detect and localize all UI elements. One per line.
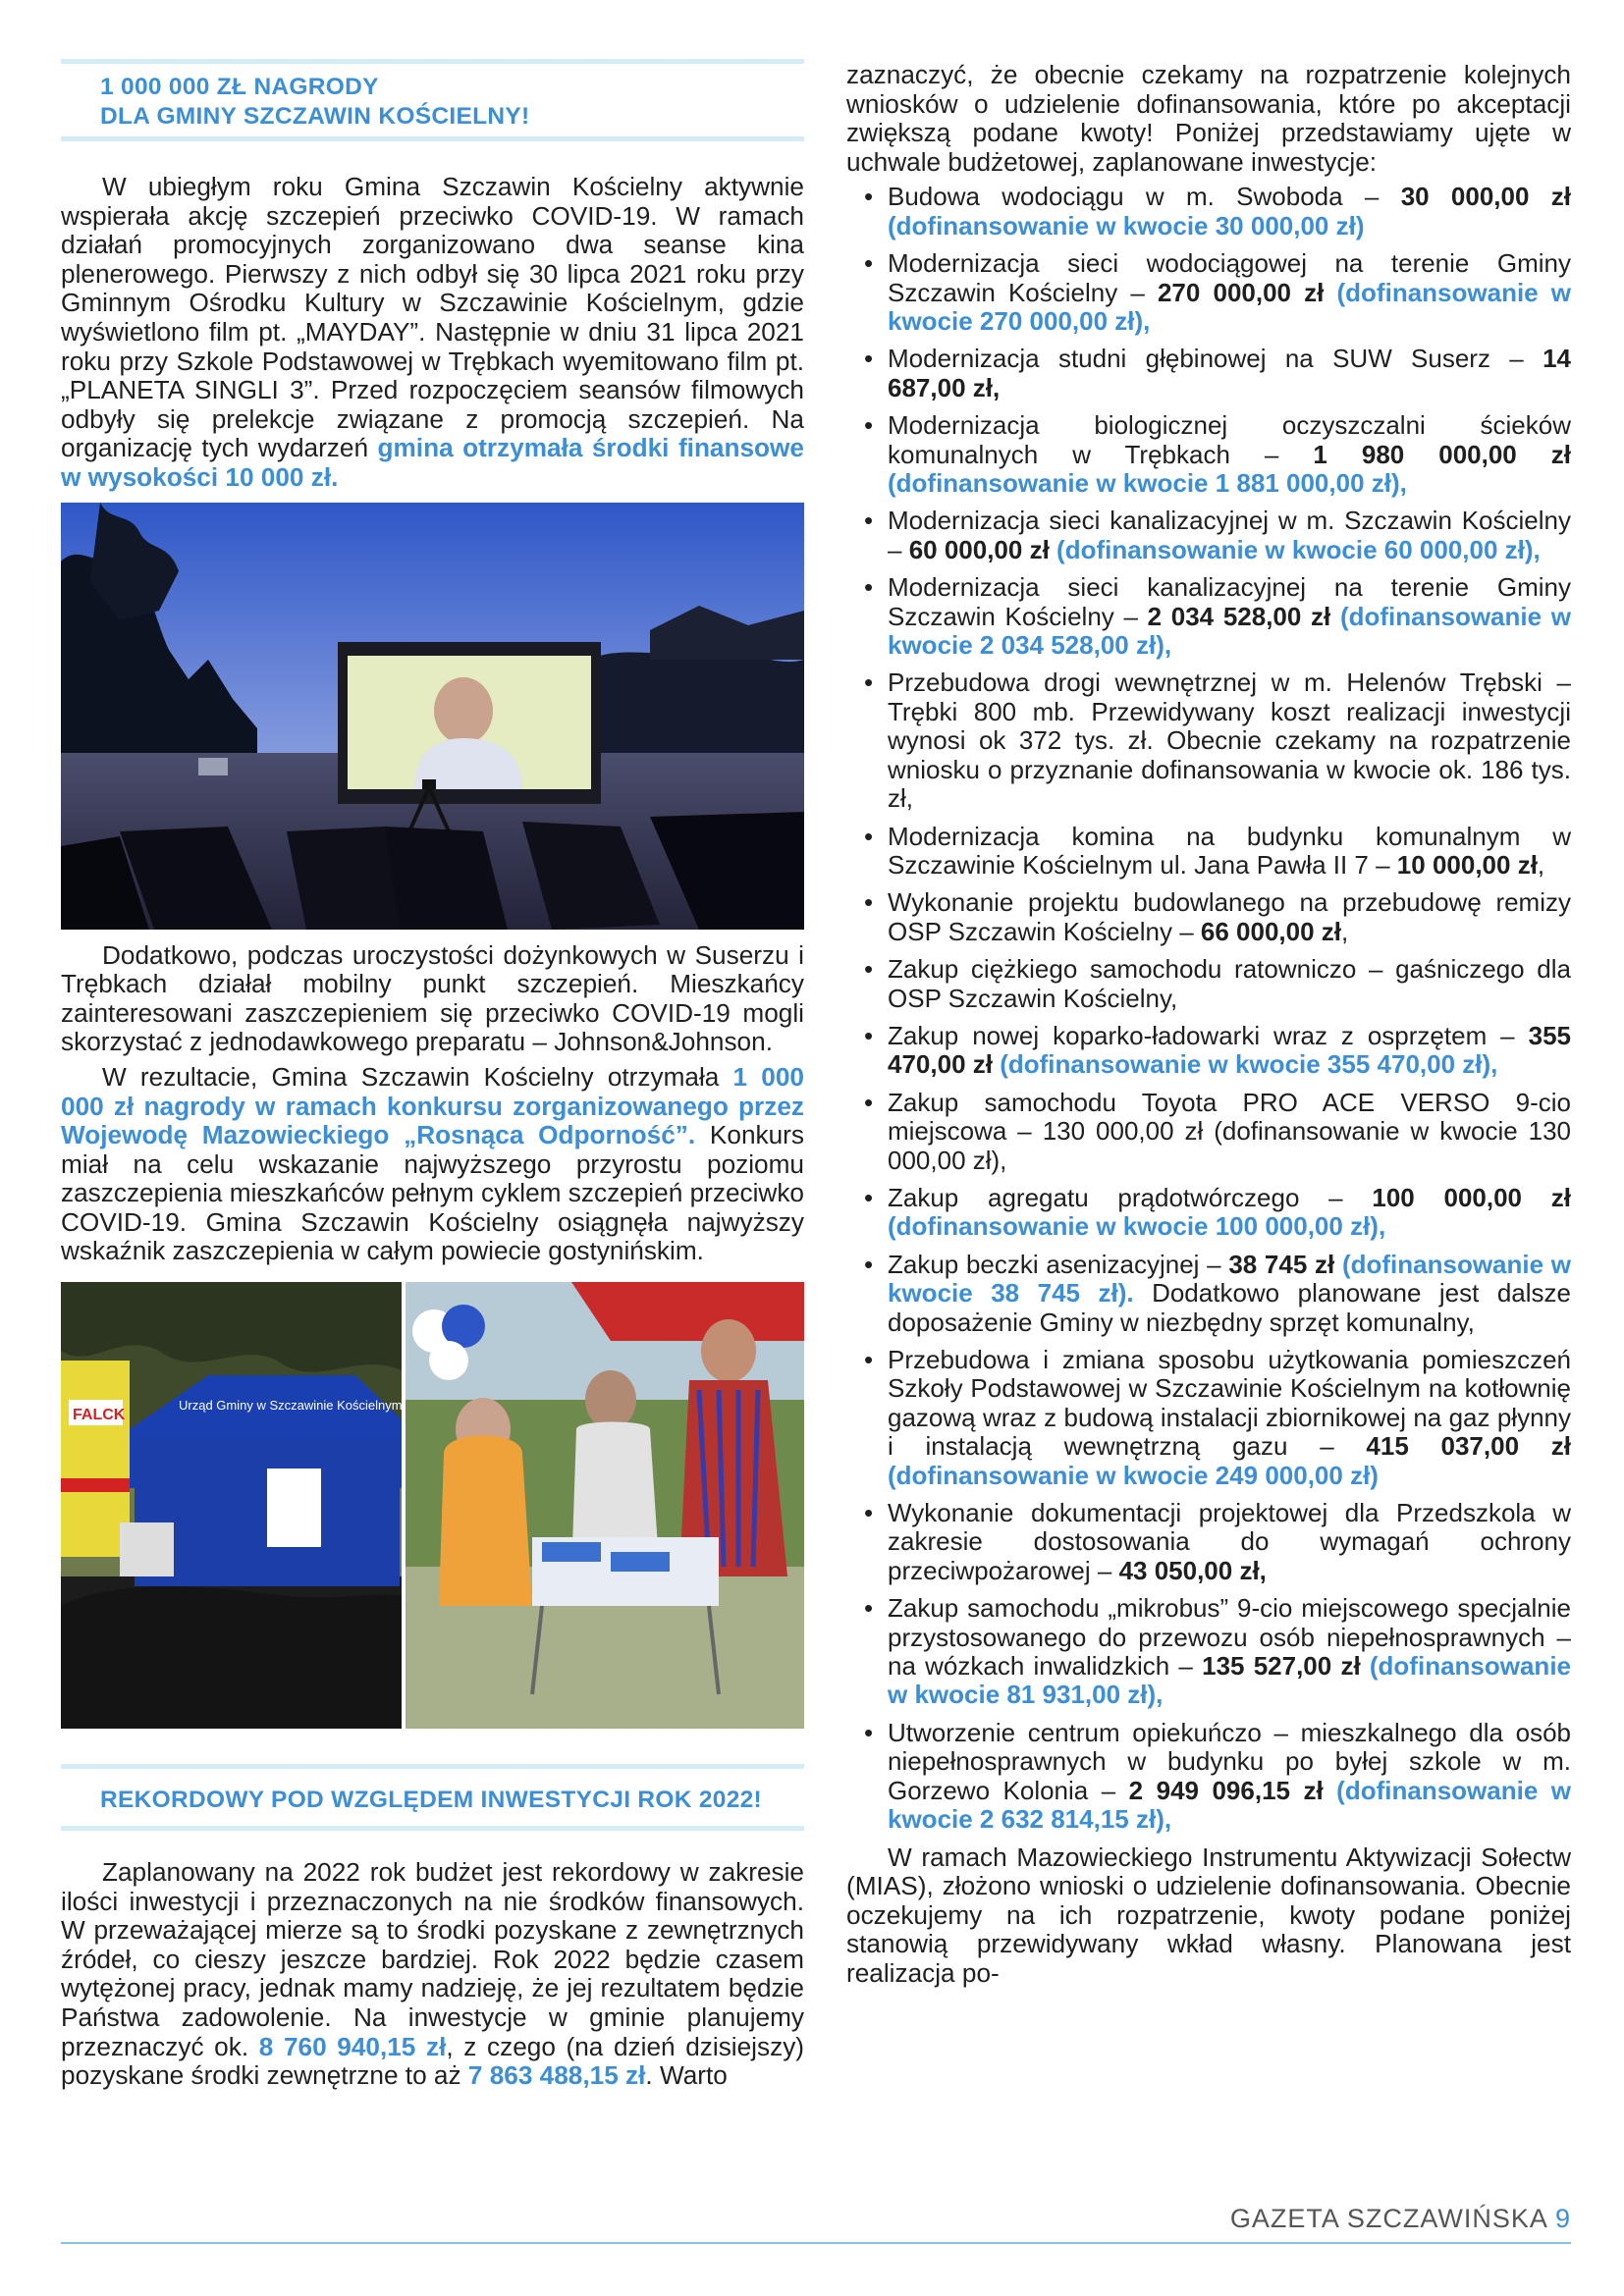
investment-funding: (dofinansowanie w kwocie 1 881 000,00 zł), <box>888 468 1407 499</box>
investment-item <box>846 411 1571 498</box>
paragraph-cinema-highlight: gmina otrzymała środki finansowe w wysokości 10 000 zł. <box>61 433 804 492</box>
vaccination-points-image <box>61 1282 804 1729</box>
investment-text: Modernizacja komina na budynku komunalnym w Szczawinie Kościelnym ul. Jana Pawła II 7 – <box>888 821 1571 880</box>
investment-amount: 1 980 000,00 zł <box>1313 439 1571 469</box>
photo-vaccination-points <box>61 1282 804 1729</box>
investment-amount: 30 000,00 zł <box>1400 182 1571 212</box>
investment-amount: 60 000,00 zł <box>908 534 1050 564</box>
investment-text: Przebudowa i zmiana sposobu użytkowania pomieszczeń Szkoły Podstawowej w Szczawinie Kościelnym na kotłownię gazową wraz z budową instalacji zbiornikowej na gaz płynny i instalacją wewnętrzną gazu – <box>888 1345 1571 1462</box>
list-bullet: • <box>864 954 874 985</box>
investment-text: Wykonanie dokumentacji projektowej dla Przedszkola w zakresie dostosowania do wymagań ochrony przeciwpożarowej – <box>888 1498 1571 1585</box>
investment-amount: 2 949 096,15 zł <box>1128 1775 1324 1805</box>
investment-text: Zakup agregatu prądotwórczego – <box>888 1182 1373 1212</box>
investment-funding: (dofinansowanie w kwocie 30 000,00 zł) <box>888 210 1365 240</box>
paragraph-vaccination-point: Dodatkowo, podczas uroczystości dożynkowych w Suserzu i Trębkach działał mobilny punkt szczepień. Mieszkańcy zainteresowani zaszczepieniem się przeciwko COVID-19 mogli skorzystać z jednodawkowego preparatu – Johnson&Johnson. <box>61 939 804 1057</box>
list-bullet: • <box>864 410 874 441</box>
investment-item <box>846 1022 1571 1080</box>
investment-text: Zakup samochodu Toyota PRO ACE VERSO 9-cio miejscowa – 130 000,00 zł (dofinansowanie w kwocie 130 000,00 zł), <box>888 1087 1571 1175</box>
investment-funding: (dofinansowanie w kwocie 270 000,00 zł), <box>888 277 1571 336</box>
investment-amount: 66 000,00 zł <box>1200 916 1342 946</box>
investment-text: Modernizacja sieci kanalizacyjnej na terenie Gminy Szczawin Kościelny – <box>888 572 1571 631</box>
list-bullet: • <box>864 572 874 603</box>
investment-funding: (dofinansowanie w kwocie 60 000,00 zł), <box>1049 534 1541 564</box>
investment-text: Wykonanie projektu budowlanego na przebudowę remizy OSP Szczawin Kościelny – <box>888 887 1571 946</box>
list-bullet: • <box>864 182 874 212</box>
paragraph-award-text-a: W rezultacie, Gmina Szczawin Kościelny otrzymała <box>102 1061 733 1092</box>
investment-text: Zakup ciężkiego samochodu ratowniczo – gaśniczego dla OSP Szczawin Kościelny, <box>888 954 1571 1013</box>
list-bullet: • <box>864 1249 874 1279</box>
investment-text: Modernizacja sieci wodociągowej na terenie Gminy Szczawin Kościelny – <box>888 248 1571 307</box>
investment-text: Zakup samochodu „mikrobus” 9-cio miejscowego specjalnie przystosowanego do przewozu osób niepełnosprawnych – na wózkach inwalidzkich – <box>888 1593 1571 1682</box>
tent-banner-text: Urząd Gminy w Szczawinie Kościelnym <box>179 1398 403 1414</box>
investment-text: Przebudowa drogi wewnętrznej w m. Helenów Trębski – Trębki 800 mb. Przewidywany koszt realizacji inwestycji wynosi ok 372 tys. zł. Obecnie czekamy na rozpatrzenie wniosku o przyznanie dofinansowania w kwocie ok. 186 tys. zł, <box>888 667 1571 814</box>
investment-item <box>846 888 1571 946</box>
paragraph-budget <box>61 1858 804 2091</box>
investments-list <box>846 183 1571 1834</box>
investment-item <box>846 1719 1571 1835</box>
heading-line-2: DLA GMINY SZCZAWIN KOŚCIELNY! <box>100 103 530 130</box>
list-bullet: • <box>864 344 874 374</box>
paragraph-budget-text-a: Zaplanowany na 2022 rok budżet jest rekordowy w zakresie ilości inwestycji i przeznaczonych na nie środków finansowych. W przeważającej mierze są to środki pozyskane z zewnętrznych źródeł, co cieszy jeszcze bardziej. Rok 2022 będzie czasem wytężonej pracy, jednak mamy nadzieję, że jej rezultatem będzie Państwa zadowolenie. Na inwestycje w gminie planujemy przeznaczyć ok. <box>61 1857 804 2061</box>
investment-text: Modernizacja studni głębinowej na SUW Suserz – <box>888 344 1543 374</box>
list-bullet: • <box>864 887 874 918</box>
investment-item <box>846 1499 1571 1585</box>
article-heading-investments <box>61 1764 804 1831</box>
investment-amount: 355 470,00 zł <box>888 1020 1571 1080</box>
list-bullet: • <box>864 821 874 851</box>
heading-rule-bottom <box>61 136 804 141</box>
investment-amount: 100 000,00 zł <box>1372 1182 1571 1212</box>
paragraph-investments-intro: zaznaczyć, że obecnie czekamy na rozpatrzenie kolejnych wniosków o udzielenie dofinansowania, które po akceptacji zwiększą podane kwoty! Poniżej przedstawiamy ujęte w uchwale budżetowej, zaplanowane inwestycje: <box>846 60 1571 177</box>
falck-sign-text: FALCK <box>73 1407 126 1424</box>
investment-funding: (dofinansowanie w kwocie 81 931,00 zł), <box>888 1651 1572 1710</box>
investment-item <box>846 1184 1571 1242</box>
list-bullet: • <box>864 1593 874 1624</box>
heading-rule-top <box>61 1764 804 1769</box>
list-bullet: • <box>864 1087 874 1117</box>
investment-amount: 135 527,00 zł <box>1202 1651 1361 1682</box>
budget-external-amount: 7 863 488,15 zł <box>467 2060 646 2091</box>
investment-item <box>846 823 1571 881</box>
investment-tail: , <box>1537 849 1545 880</box>
investment-amount: 270 000,00 zł <box>1157 277 1325 307</box>
investment-item <box>846 507 1571 564</box>
heading-investments-title: REKORDOWY POD WZGLĘDEM INWESTYCJI ROK 2022! <box>100 1787 763 1814</box>
investment-funding: (dofinansowanie w kwocie 355 470,00 zł), <box>992 1049 1498 1080</box>
paragraph-cinema-text: W ubiegłym roku Gmina Szczawin Kościelny aktywnie wspierała akcję szczepień przeciwko COVID-19. W ramach działań promocyjnych zorganizowano dwa seanse kina plenerowego. Pierwszy z nich odbył się 30 lipca 2021 roku przy Gminnym Ośrodku Kultury w Szczawinie Kościelnym, gdzie wyświetlono film pt. „MAYDAY”. Następnie w dniu 31 lipca 2021 roku przy Szkole Podstawowej w Trębkach wyemitowano film pt. „PLANETA SINGLI 3”. Przed rozpoczęciem seansów filmowych odbyły się prelekcje związane z promocją szczepień. Na organizację tych wydarzeń <box>61 172 804 463</box>
investment-item <box>846 249 1571 336</box>
photo-outdoor-cinema <box>61 503 804 930</box>
investment-text: Modernizacja sieci kanalizacyjnej w m. Szczawin Kościelny – <box>888 506 1571 564</box>
investment-item <box>846 1346 1571 1490</box>
investment-tail: Dodatkowo planowane jest dalsze doposażenie Gminy w niezbędny sprzęt komunalny, <box>888 1278 1571 1337</box>
paragraph-award-text-b: Konkurs miał na celu wskazanie najwyższego przyrostu poziomu zaszczepienia mieszkańców pełnym cyklem szczepień przeciwko COVID-19. Gmina Szczawin Kościelny osiągnęła najwyższy wskaźnik zaszczepienia w całym powiecie gostynińskim. <box>61 1120 804 1266</box>
investment-funding: (dofinansowanie w kwocie 100 000,00 zł), <box>888 1211 1386 1242</box>
list-bullet: • <box>864 248 874 279</box>
paragraph-mias: W ramach Mazowieckiego Instrumentu Aktywizacji Sołectw (MIAS), złożono wnioski o udzielenie dofinansowania. Obecnie oczekujemy na ich rozpatrzenie, kwoty podane poniżej stanowią przewidywany wkład własny. Planowana jest realizacja po- <box>846 1842 1571 1988</box>
investment-item <box>846 1251 1571 1337</box>
investment-item <box>846 573 1571 660</box>
investment-item <box>846 668 1571 813</box>
investment-text: Zakup nowej koparko-ładowarki wraz z osprzętem – <box>888 1020 1529 1050</box>
list-bullet: • <box>864 1717 874 1747</box>
article-heading-award <box>61 59 804 141</box>
right-column <box>846 59 1571 1988</box>
list-bullet: • <box>864 1498 874 1528</box>
heading-line-1: 1 000 000 ZŁ NAGRODY <box>100 74 379 100</box>
list-bullet: • <box>864 667 874 698</box>
list-bullet: • <box>864 506 874 536</box>
investment-funding: (dofinansowanie w kwocie 2 632 814,15 zł), <box>888 1775 1571 1835</box>
investment-amount: 2 034 528,00 zł <box>1147 601 1331 631</box>
list-bullet: • <box>864 1345 874 1374</box>
investment-tail: , <box>1341 916 1349 946</box>
page-number: 9 <box>1554 2204 1571 2233</box>
paragraph-award-highlight: 1 000 000 zł nagrody w ramach konkursu zorganizowanego przez Wojewodę Mazowieckiego „Rosnąca Odporność”. <box>61 1061 804 1150</box>
investment-amount: 10 000,00 zł <box>1396 849 1538 880</box>
paragraph-cinema <box>61 173 804 493</box>
investment-text: Budowa wodociągu w m. Swoboda – <box>888 182 1401 212</box>
investment-amount: 415 037,00 zł <box>1366 1431 1571 1462</box>
left-column <box>61 59 804 2091</box>
investment-text: Utworzenie centrum opiekuńczo – mieszkalnego dla osób niepełnosprawnych w budynku po byłej szkole w m. Gorzewo Kolonia – <box>888 1717 1571 1805</box>
investment-funding: (dofinansowanie w kwocie 2 034 528,00 zł), <box>888 601 1571 661</box>
paragraph-budget-text-c: . Warto <box>645 2060 728 2091</box>
investment-amount: 38 745 zł <box>1228 1249 1335 1279</box>
budget-total-amount: 8 760 940,15 zł <box>258 2031 447 2061</box>
heading-rule-top <box>61 59 804 64</box>
outdoor-cinema-image <box>61 503 804 930</box>
publication-name: GAZETA SZCZAWIŃSKA <box>1229 2204 1547 2233</box>
investment-amount: 43 050,00 zł, <box>1118 1555 1267 1585</box>
investment-text: Modernizacja biologicznej oczyszczalni ścieków komunalnych w Trębkach – <box>888 410 1571 469</box>
investment-text: Zakup beczki asenizacyjnej – <box>888 1249 1229 1279</box>
heading-rule-bottom <box>61 1826 804 1831</box>
investment-funding: (dofinansowanie w kwocie 38 745 zł). <box>888 1249 1571 1308</box>
list-bullet: • <box>864 1182 874 1212</box>
investment-funding: (dofinansowanie w kwocie 249 000,00 zł) <box>888 1460 1379 1490</box>
investment-item <box>846 955 1571 1013</box>
investment-item <box>846 1089 1571 1175</box>
page-footer <box>1230 2204 1571 2234</box>
investment-item <box>846 345 1571 402</box>
investment-item <box>846 183 1571 240</box>
paragraph-award-result <box>61 1063 804 1266</box>
footer-rule <box>61 2242 1571 2244</box>
paragraph-budget-text-b: , z czego (na dzień dzisiejszy) pozyskane środki zewnętrzne to aż <box>61 2031 805 2091</box>
investment-item <box>846 1594 1571 1710</box>
list-bullet: • <box>864 1020 874 1050</box>
investment-amount: 14 687,00 zł, <box>888 344 1571 402</box>
